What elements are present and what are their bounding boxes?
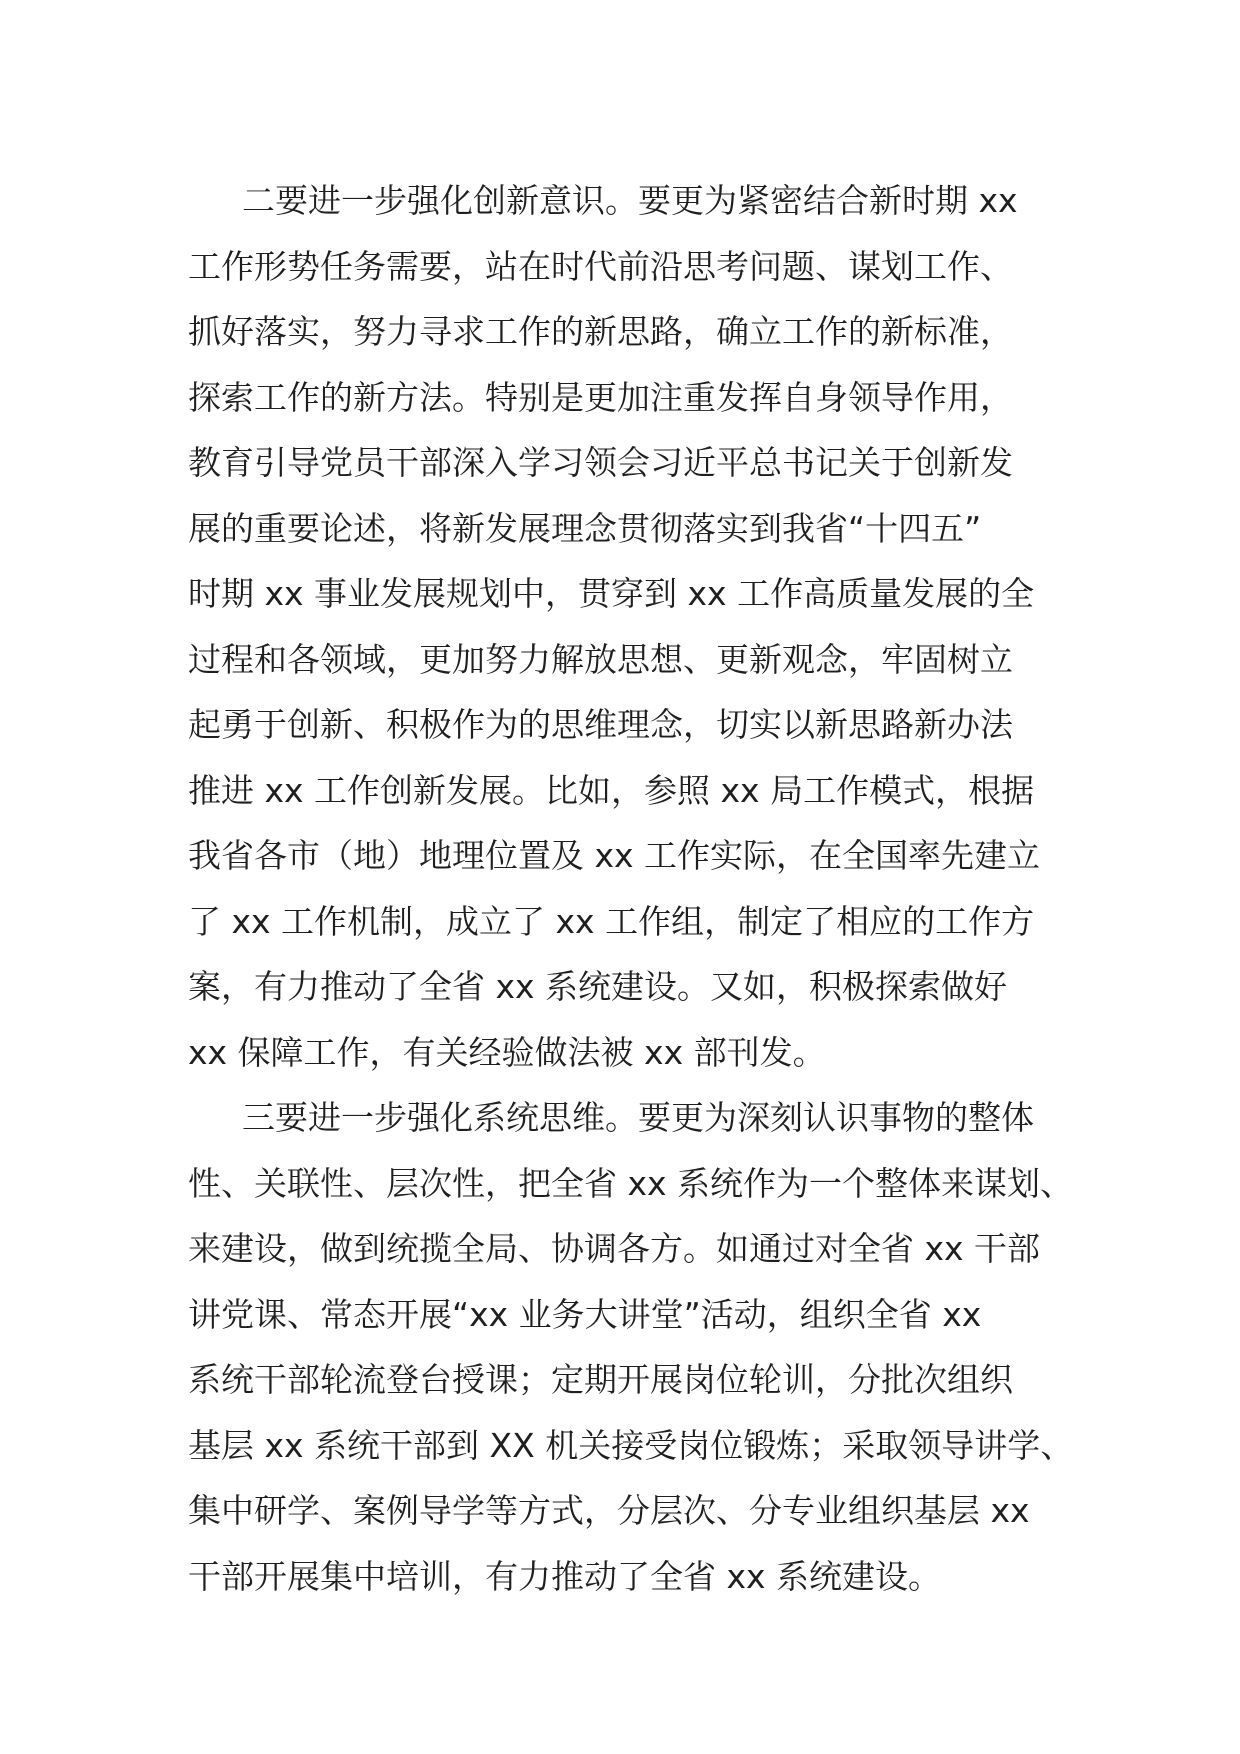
text-line: 教育引导党员干部深入学习领会习近平总书记关于创新发: [188, 443, 1013, 482]
text-line: 抓好落实，努力寻求工作的新思路，确立工作的新标准，: [188, 312, 1013, 351]
text-line: 系统干部轮流登台授课；定期开展岗位轮训，分批次组织: [188, 1360, 1013, 1399]
text-line: 二要进一步强化创新意识。要更为紧密结合新时期 xx: [242, 181, 1018, 220]
text-line: 起勇于创新、积极作为的思维理念，切实以新思路新办法: [188, 705, 1013, 744]
text-line: 了 xx 工作机制，成立了 xx 工作组，制定了相应的工作方: [188, 901, 1035, 941]
text-line: 干部开展集中培训，有力推动了全省 xx 系统建设。: [188, 1556, 942, 1596]
text-line: 案，有力推动了全省 xx 系统建设。又如，积极探索做好: [188, 967, 1008, 1006]
text-line: 基层 xx 系统干部到 XX 机关接受岗位锻炼；采取领导讲学、: [188, 1425, 1074, 1465]
paragraph-systems-thinking: [188, 1085, 1074, 1609]
text-line: xx 保障工作，有关经验做法被 xx 部刊发。: [188, 1032, 826, 1072]
text-line: 来建设，做到统揽全局、协调各方。如通过对全省 xx 干部: [188, 1229, 1041, 1268]
text-line: 过程和各领域，更加努力解放思想、更新观念，牢固树立: [188, 639, 1013, 679]
paragraph-innovation: [188, 168, 1068, 1085]
text-line: 工作形势任务需要，站在时代前沿思考问题、谋划工作、: [188, 246, 1013, 286]
text-line: 时期 xx 事业发展规划中，贯穿到 xx 工作高质量发展的全: [188, 574, 1035, 613]
text-line: 我省各市（地）地理位置及 xx 工作实际，在全国率先建立: [188, 836, 1041, 875]
text-line: 性、关联性、层次性，把全省 xx 系统作为一个整体来谋划、: [188, 1163, 1074, 1203]
text-line: 推进 xx 工作创新发展。比如，参照 xx 局工作模式，根据: [188, 770, 1035, 810]
text-line: 集中研学、案例导学等方式，分层次、分专业组织基层 xx: [188, 1491, 1030, 1530]
text-line: 三要进一步强化系统思维。要更为深刻认识事物的整体: [242, 1098, 1034, 1137]
document-body: [188, 168, 1074, 1609]
text-line: 展的重要论述，将新发展理念贯彻落实到我省“十四五”: [188, 508, 982, 548]
text-line: 讲党课、常态开展“xx 业务大讲堂”活动，组织全省 xx: [188, 1294, 982, 1334]
text-line: 探索工作的新方法。特别是更加注重发挥自身领导作用，: [188, 377, 1013, 417]
